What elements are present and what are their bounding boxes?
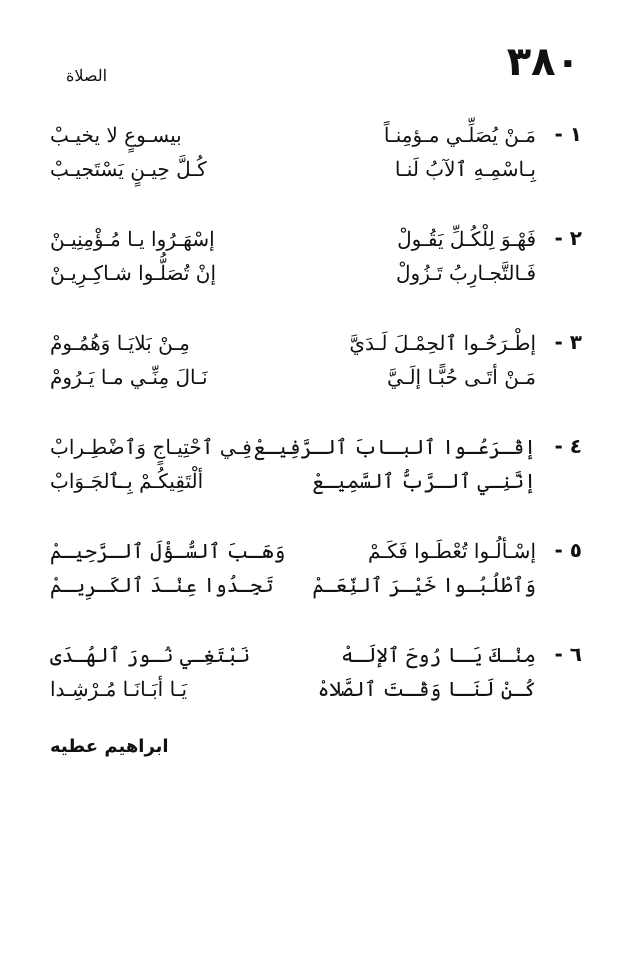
stanza-list bbox=[50, 118, 582, 742]
page-number: ٣٨٠ bbox=[506, 39, 580, 85]
stanza-number: ٥ - bbox=[554, 538, 582, 562]
verse-line bbox=[50, 326, 536, 362]
stanza-1 bbox=[50, 118, 582, 222]
stanza-3 bbox=[50, 326, 582, 430]
verse-line bbox=[50, 360, 536, 396]
author-name: ابراهيم عطيه bbox=[50, 736, 169, 757]
first-hemistich: مَـنْ يُصَلِّـي مـؤمِنـاً bbox=[383, 123, 536, 147]
stanza-number: ٤ - bbox=[554, 434, 582, 458]
verse-line bbox=[50, 256, 536, 292]
second-hemistich: إنْ تُصَلُّـوا شـاكِـرِيـنْ bbox=[50, 261, 217, 285]
first-hemistich: كُـنْ لَنَـا وَقْـتَ ٱلصَّلاهْ bbox=[317, 677, 536, 701]
stanza-number: ٢ - bbox=[554, 226, 582, 250]
first-hemistich: مِنْـكَ يَـا رُوحَ ٱلإلَـهْ bbox=[341, 643, 536, 667]
second-hemistich: إسْهَـرُوا يـا مُـؤْمِنِيـنْ bbox=[50, 227, 215, 251]
verse-line bbox=[50, 430, 536, 466]
verse-line bbox=[50, 222, 536, 258]
verse-line bbox=[50, 534, 536, 570]
stanza-5 bbox=[50, 534, 582, 638]
stanza-4 bbox=[50, 430, 582, 534]
first-hemistich: بِـاسْمِـهِ ٱلآبُ لَنـا bbox=[394, 157, 536, 181]
verse-line bbox=[50, 672, 536, 708]
second-hemistich: نَبْتَغِـي نُـورَ ٱلهُـدَى bbox=[50, 643, 251, 667]
stanza-number: ١ - bbox=[554, 122, 582, 146]
first-hemistich: فَـالتَّجـارِبُ تَـزُولْ bbox=[396, 261, 536, 285]
first-hemistich: فَهْـوَ لِلْكُـلِّ يَقُـولْ bbox=[397, 227, 536, 251]
section-title: الصلاة bbox=[66, 66, 108, 85]
stanza-6 bbox=[50, 638, 582, 742]
second-hemistich: وَهَـبَ ٱلسُّـؤْلَ ٱلـرَّحِيـمْ bbox=[50, 539, 286, 563]
second-hemistich: تَجِـدُوا عِنْـدَ ٱلكَـرِيـمْ bbox=[50, 573, 274, 597]
verse-line bbox=[50, 152, 536, 188]
stanza-number: ٦ - bbox=[554, 642, 582, 666]
stanza-number: ٣ - bbox=[554, 330, 582, 354]
second-hemistich: بيسـوعٍ لا يخيـبْ bbox=[50, 123, 182, 147]
verse-line bbox=[50, 638, 536, 674]
verse-line bbox=[50, 464, 536, 500]
verse-line bbox=[50, 118, 536, 154]
first-hemistich: وَٱطْلُبُـوا خَيْـرَ ٱلنِّعَـمْ bbox=[312, 573, 536, 597]
second-hemistich: يَـا أبَـانَـا مُـرْشِـدا bbox=[50, 677, 188, 701]
second-hemistich: نَـالَ مِنِّـي مـا يَـرُومْ bbox=[50, 365, 208, 389]
verse-line bbox=[50, 568, 536, 604]
first-hemistich: إنَّنِـي ٱلـرَّبُّ ٱلسَّمِيـعْ bbox=[312, 469, 536, 493]
second-hemistich: فِـي ٱحْتِيـاجٍ وَٱضْطِـرابْ bbox=[50, 435, 252, 459]
first-hemistich: إطْـرَحُـوا ٱلحِمْـلَ لَـدَيَّ bbox=[349, 331, 536, 355]
second-hemistich: ألْتَقِيكُـمْ بِـٱلجَـوَابْ bbox=[50, 469, 204, 493]
first-hemistich: إقْـرَعُـوا ٱلبـابَ ٱلـرَّفِيـعْ bbox=[253, 435, 536, 459]
first-hemistich: مَـنْ أتَـى حُبًّـا إلَـيَّ bbox=[386, 365, 536, 389]
stanza-2 bbox=[50, 222, 582, 326]
first-hemistich: إسْـألُـوا تُعْطَـوا فَكَـمْ bbox=[368, 539, 536, 563]
second-hemistich: كُـلَّ حِيـنٍ يَسْتَجيـبْ bbox=[50, 157, 207, 181]
second-hemistich: مِـنْ بَلايَـا وَهُمُـومْ bbox=[50, 331, 190, 355]
